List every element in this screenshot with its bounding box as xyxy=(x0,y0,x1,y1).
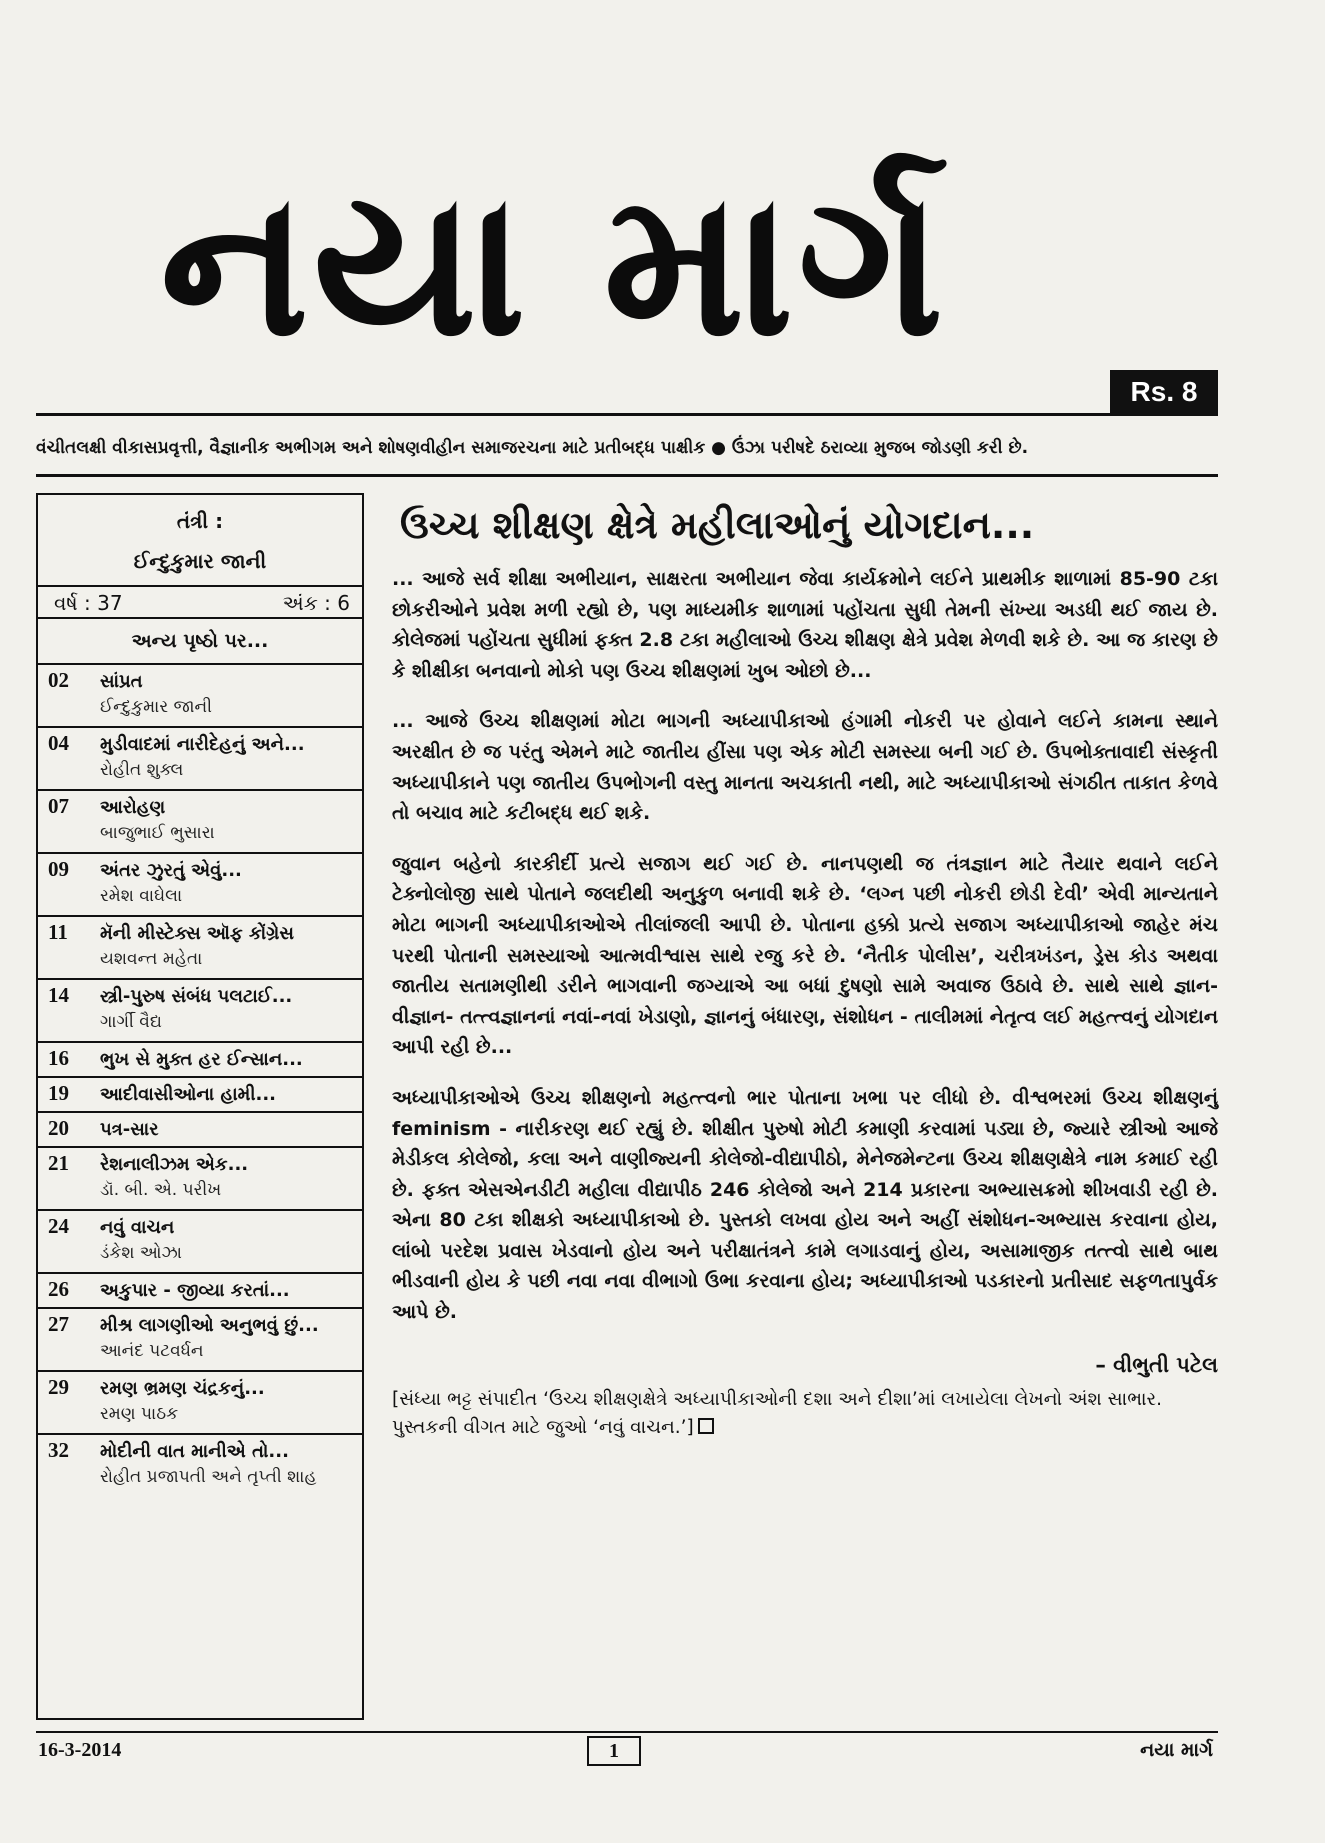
toc-author: યશવન્ત મહેતા xyxy=(100,949,203,969)
toc-item xyxy=(38,789,362,852)
toc-title: ભુખ સે મુક્ત હર ઈન્સાન... xyxy=(100,1049,303,1070)
toc-author: આનંદ પટવર્ધન xyxy=(100,1341,204,1361)
toc-item xyxy=(38,915,362,978)
toc-page-number: 27 xyxy=(48,1312,69,1336)
toc-item xyxy=(38,1272,362,1307)
article-title: ઉચ્ચ શીક્ષણ ક્ષેત્રે મહીલાઓનું યોગદાન... xyxy=(400,503,1035,547)
toc-page-number: 26 xyxy=(48,1277,69,1301)
toc-row xyxy=(44,1438,356,1463)
source-note-text: [સંધ્યા ભટ્ટ સંપાદીત ‘ઉચ્ચ શીક્ષણક્ષેત્રે અધ્યાપીકાઓની દશા અને દીશા’માં લખાયેલા લેખનો અંશ સાભાર. પુસ્તકની વીગત માટે જુઓ ‘નવું વાચન.’] xyxy=(392,1388,1162,1438)
lead-article xyxy=(392,496,1218,1442)
toc-page-number: 24 xyxy=(48,1214,69,1238)
table-of-contents xyxy=(38,663,362,1496)
toc-page-number: 14 xyxy=(48,983,69,1007)
top-divider xyxy=(36,413,1218,416)
toc-title: મીશ્ર લાગણીઓ અનુભવું છું... xyxy=(100,1315,319,1336)
toc-title: સાંપ્રત xyxy=(100,671,143,692)
toc-title: આરોહણ xyxy=(100,797,166,818)
toc-author: રોહીત પ્રજાપતી અને તૃપ્તી શાહ xyxy=(100,1467,317,1487)
toc-page-number: 07 xyxy=(48,794,69,818)
volume-year: વર્ષ : 37 xyxy=(54,591,123,615)
toc-item xyxy=(38,663,362,726)
header-divider xyxy=(36,474,1218,477)
toc-row xyxy=(44,857,356,882)
toc-row xyxy=(44,1116,356,1141)
issue-number: અંક : 6 xyxy=(282,591,350,615)
toc-item xyxy=(38,1307,362,1370)
toc-item xyxy=(38,1209,362,1272)
volume-info xyxy=(38,585,362,619)
toc-page-number: 04 xyxy=(48,731,69,755)
toc-item xyxy=(38,852,362,915)
masthead-title: નયા માર્ગ xyxy=(160,148,948,381)
toc-page-number: 09 xyxy=(48,857,69,881)
toc-item xyxy=(38,1433,362,1496)
toc-item xyxy=(38,1111,362,1146)
toc-page-number: 11 xyxy=(48,920,68,944)
toc-row xyxy=(44,1312,356,1337)
editor-box xyxy=(38,495,362,619)
page-number: 1 xyxy=(587,1736,641,1766)
contents-sidebar xyxy=(36,493,364,1720)
article-paragraph: ... આજે ઉચ્ચ શીક્ષણમાં મોટા ભાગની અધ્યાપીકાઓ હંગામી નોકરી પર હોવાને લઈને કામના સ્થાને અરક્ષીત છે જ પરંતુ એમને માટે જાતીય હીંસા પણ એક મોટી સમસ્યા બની ગઈ છે. ઉપભોક્તાવાદી સંસ્કૃતી અધ્યાપીકાને પણ જાતીય ઉપભોગની વસ્તુ માનતા અચકાતી નથી, માટે અધ્યાપીકાઓ સંગઠીત તાકાત કેળવે તો બચાવ માટે કટીબદ્ધ થઈ શકે. xyxy=(392,710,1218,825)
toc-author: ઈન્દુકુમાર જાની xyxy=(100,697,213,717)
toc-author: ડંકેશ ઓઝા xyxy=(100,1243,182,1263)
toc-page-number: 21 xyxy=(48,1151,69,1175)
toc-row xyxy=(44,1046,356,1071)
toc-page-number: 02 xyxy=(48,668,69,692)
article-paragraph: જુવાન બહેનો કારકીર્દી પ્રત્યે સજાગ થઈ ગઈ છે. નાનપણથી જ તંત્રજ્ઞાન માટે તૈયાર થવાને લઈને ટેક્નોલોજી સાથે પોતાને જલદીથી અનુકુળ બનાવી શકે છે. ‘લગ્ન પછી નોકરી છોડી દેવી’ એવી માન્યતાને મોટા ભાગની અધ્યાપીકાઓએ તીલાંજલી આપી છે. પોતાના હક્કો પ્રત્યે સજાગ અધ્યાપીકાઓ જાહેર મંચ પરથી પોતાની સમસ્યાઓ આત્મવીશ્વાસ સાથે રજુ કરે છે. ‘નૈતીક પોલીસ’, ચરીત્રખંડન, ડ્રેસ કોડ અથવા જાતીય સતામણીથી ડરીને ભાગવાની જગ્યાએ આ બધાં દુષણો સામે અવાજ ઉઠાવે છે. સાથે સાથે જ્ઞાન-વીજ્ઞાન- તત્ત્વજ્ઞાનનાં નવાં-નવાં ખેડાણો, જ્ઞાનનું બંધારણ, સંશોધન - તાલીમમાં નેતૃત્વ લઈ મહત્ત્વનું યોગદાન આપી રહી છે... xyxy=(392,852,1218,1059)
toc-item xyxy=(38,1041,362,1076)
toc-title: મૅની મીસ્ટેક્સ ઑફ કોંગ્રેસ xyxy=(100,923,294,944)
toc-item xyxy=(38,1146,362,1209)
toc-row xyxy=(44,668,356,693)
toc-row xyxy=(44,983,356,1008)
end-square-icon xyxy=(698,1418,714,1434)
article-paragraph: અધ્યાપીકાઓએ ઉચ્ચ શીક્ષણનો મહત્ત્વનો ભાર પોતાના ખભા પર લીધો છે. વીશ્વભરમાં ઉચ્ચ શીક્ષણનું feminism - નારીકરણ થઈ રહ્યું છે. શીક્ષીત પુરુષો મોટી કમાણી કરવામાં પડ્યા છે, જ્યારે સ્ત્રીઓ આજે મેડીકલ કોલેજો, કલા અને વાણીજ્યની કોલેજો-વીદ્યાપીઠો, મેનેજમેન્ટના ઉચ્ચ શીક્ષણક્ષેત્રે નામ કમાઈ રહી છે. ફક્ત એસએનડીટી મહીલા વીદ્યાપીઠ 246 કોલેજો અને 214 પ્રકારના અભ્યાસક્રમો શીખવાડી રહી છે. એના 80 ટકા શીક્ષકો અધ્યાપીકાઓ છે. પુસ્તકો લખવા હોય અને અહીં સંશોધન-અભ્યાસ કરવાના હોય, લાંબો પરદેશ પ્રવાસ ખેડવાનો હોય અને પરીક્ષાતંત્રને કામે લગાડવાનું હોય, અસામાજીક તત્ત્વો સાથે બાથ ભીડવાની હોય કે પછી નવા નવા વીભાગો ઉભા કરવાના હોય; અધ્યાપીકાઓ પડકારનો પ્રતીસાદ સફળતાપુર્વક આપે છે. xyxy=(392,1086,1218,1324)
toc-page-number: 29 xyxy=(48,1375,69,1399)
toc-title: પત્ર-સાર xyxy=(100,1119,159,1140)
toc-author: ગાર્ગી વૈદ્ય xyxy=(100,1012,162,1032)
toc-title: સ્ત્રી-પુરુષ સંબંધ પલટાઈ... xyxy=(100,986,293,1007)
toc-row xyxy=(44,731,356,756)
toc-author: રમેશ વાઘેલા xyxy=(100,886,183,906)
toc-item xyxy=(38,978,362,1041)
source-note xyxy=(392,1386,1218,1442)
toc-author: રમણ પાઠક xyxy=(100,1404,179,1424)
footer-publication-name: નયા માર્ગ xyxy=(1140,1739,1213,1761)
toc-item xyxy=(38,1076,362,1111)
toc-row xyxy=(44,1277,356,1302)
toc-row xyxy=(44,1214,356,1239)
toc-author: બાજુભાઈ ભુસારા xyxy=(100,823,215,843)
toc-title: રેશનાલીઝમ એક... xyxy=(100,1154,249,1175)
toc-author: ડૉ. બી. એ. પરીખ xyxy=(100,1180,222,1200)
toc-author: રોહીત શુક્લ xyxy=(100,760,184,780)
toc-row xyxy=(44,1375,356,1400)
toc-row xyxy=(44,1081,356,1106)
toc-title: મોદીની વાત માનીએ તો... xyxy=(100,1441,289,1462)
tagline: વંચીતલક્ષી વીકાસપ્રવૃત્તી, વૈજ્ઞાનીક અભીગમ અને શોષણવીહીન સમાજરચના માટે પ્રતીબદ્ધ પાક્ષીક ● ઉંઝા પરીષદે ઠરાવ્યા મુજબ જોડણી કરી છે. xyxy=(36,438,1029,458)
toc-title: આદીવાસીઓના હામી... xyxy=(100,1084,277,1105)
author-signature: – વીભુતી પટેલ xyxy=(1095,1352,1218,1377)
toc-heading: અન્ય પૃષ્ઠો પર... xyxy=(131,630,269,652)
toc-page-number: 32 xyxy=(48,1438,69,1462)
issue-date: 16-3-2014 xyxy=(38,1739,122,1761)
price-badge: Rs. 8 xyxy=(1110,370,1218,414)
toc-row xyxy=(44,920,356,945)
toc-title: રમણ ભ્રમણ ચંદ્રકનું... xyxy=(100,1378,265,1399)
editor-name: ઈન્દુકુમાર જાની xyxy=(133,549,267,573)
toc-title: નવું વાચન xyxy=(100,1217,175,1238)
toc-item xyxy=(38,726,362,789)
toc-page-number: 20 xyxy=(48,1116,69,1140)
toc-page-number: 16 xyxy=(48,1046,69,1070)
toc-row xyxy=(44,794,356,819)
toc-row xyxy=(44,1151,356,1176)
article-paragraph: ... આજે સર્વ શીક્ષા અભીયાન, સાક્ષરતા અભીયાન જેવા કાર્યક્રમોને લઈને પ્રાથમીક શાળામાં 85-90 ટકા છોકરીઓને પ્રવેશ મળી રહ્યો છે, પણ માધ્યમીક શાળામાં પહોંચતા સુધી તેમની સંખ્યા અડધી થઈ જાય છે. કોલેજમાં પહોંચતા સુધીમાં ફક્ત 2.8 ટકા મહીલાઓ ઉચ્ચ શીક્ષણ ક્ષેત્રે પ્રવેશ મેળવી શકે છે. આ જ કારણ છે કે શીક્ષીકા બનવાનો મોકો પણ ઉચ્ચ શીક્ષણમાં ખુબ ઓછો છે... xyxy=(392,568,1218,682)
footer-divider xyxy=(36,1731,1218,1733)
toc-title: અંતર ઝુરતું એવું... xyxy=(100,860,242,881)
toc-title: મુડીવાદમાં નારીદેહનું અને... xyxy=(100,734,305,755)
editor-label: તંત્રી : xyxy=(176,509,224,533)
toc-page-number: 19 xyxy=(48,1081,69,1105)
toc-item xyxy=(38,1370,362,1433)
toc-title: અકુપાર - જીવ્યા કરતાં... xyxy=(100,1280,290,1301)
